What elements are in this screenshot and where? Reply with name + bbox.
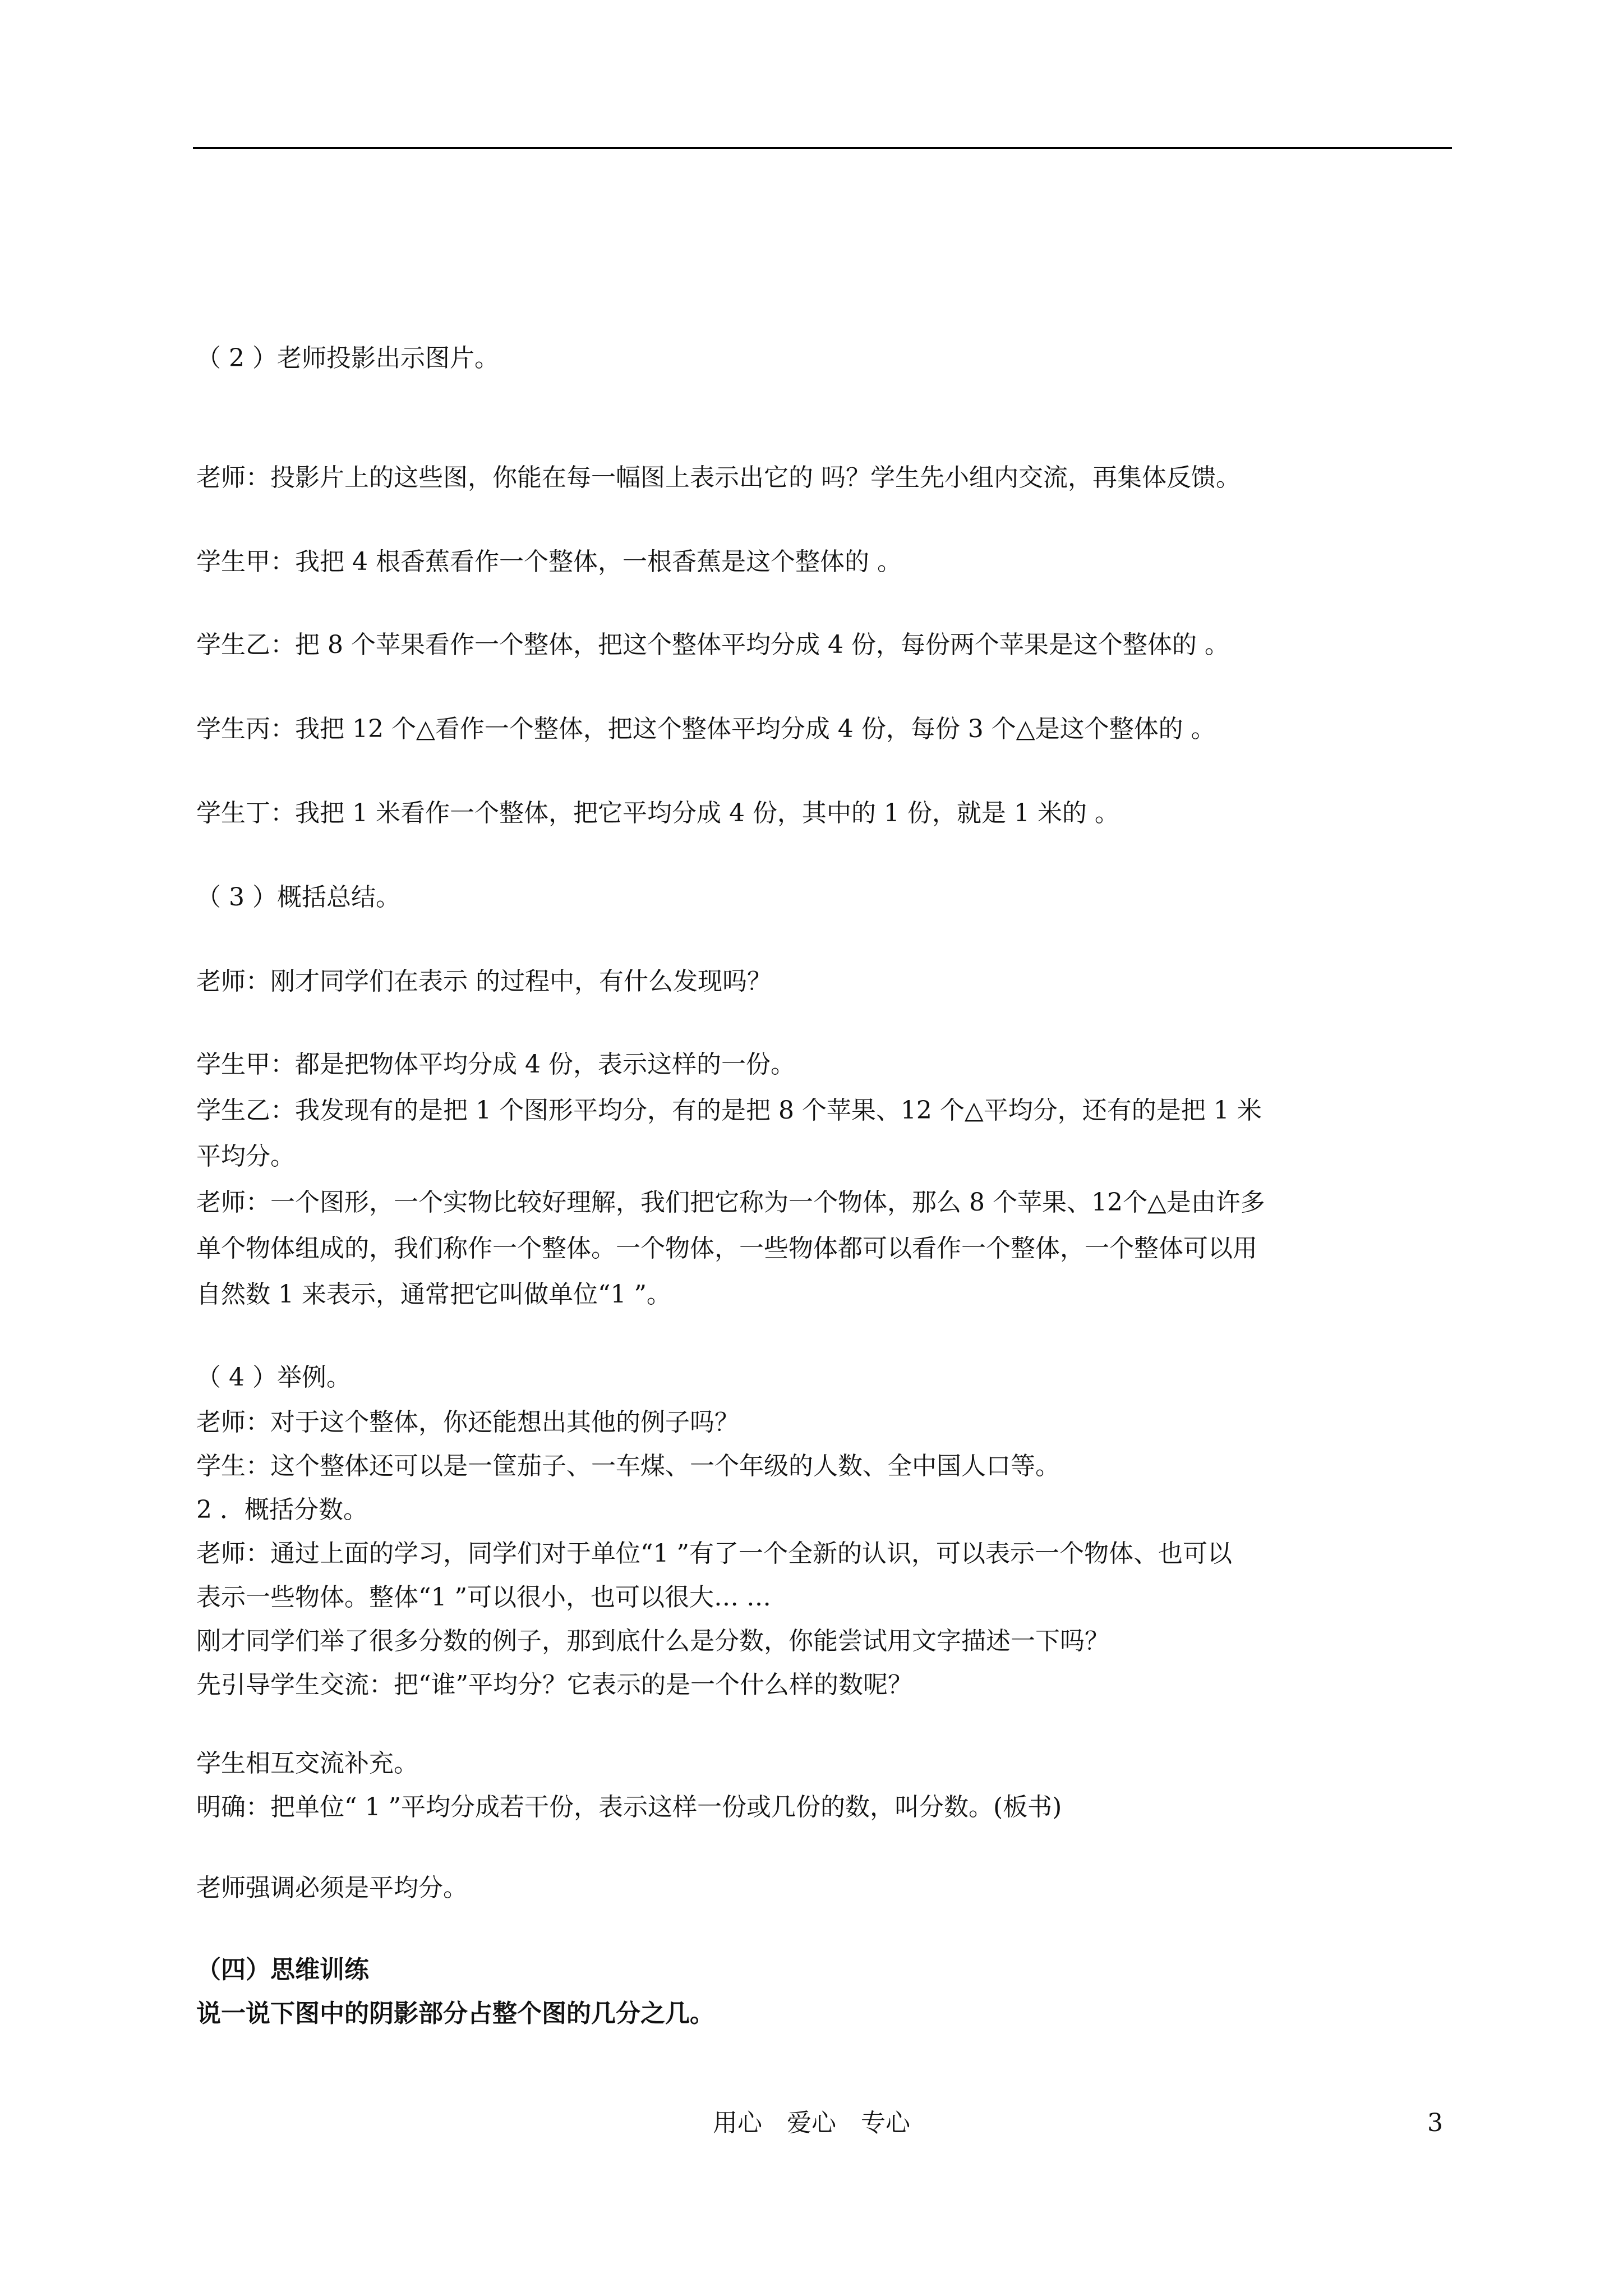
text-line-18: 2 ．概括分数。	[196, 1496, 368, 1524]
text-line-19: 老师：通过上面的学习，同学们对于单位“1 ”有了一个全新的认识，可以表示一个物体、也可以	[196, 1539, 1232, 1568]
text-line-24: 明确：把单位“ 1 ”平均分成若干份，表示这样一份或几份的数，叫分数。(板书)	[196, 1793, 1062, 1821]
text-line-10: 学生乙：我发现有的是把 1 个图形平均分，有的是把 8 个苹果、12 个△平均分，还有的是把 1 米	[196, 1096, 1262, 1125]
page-number: 3	[1427, 2109, 1443, 2137]
text-line-2: 老师：投影片上的这些图，你能在每一幅图上表示出它的 吗？学生先小组内交流，再集体反馈。	[196, 463, 1241, 492]
text-line-8: 老师：刚才同学们在表示 的过程中，有什么发现吗？	[196, 967, 772, 996]
text-line-4: 学生乙：把 8 个苹果看作一个整体，把这个整体平均分成 4 份，每份两个苹果是这个整体的 。	[196, 631, 1229, 659]
text-line-14: 自然数 1 来表示，通常把它叫做单位“1 ”。	[196, 1280, 671, 1309]
text-line-11: 平均分。	[196, 1142, 295, 1171]
exercise-prompt: 说一说下图中的阴影部分占整个图的几分之几。	[196, 1999, 714, 2028]
text-line-5: 学生丙：我把 12 个△看作一个整体，把这个整体平均分成 4 份，每份 3 个△是这个整体的 。	[196, 715, 1216, 743]
text-line-3: 学生甲：我把 4 根香蕉看作一个整体，一根香蕉是这个整体的 。	[196, 547, 902, 576]
footer-motto: 用心 爱心 专心	[713, 2109, 910, 2137]
text-line-7: （ 3 ）概括总结。	[196, 883, 400, 912]
text-line-22: 先引导学生交流：把“谁”平均分？它表示的是一个什么样的数呢？	[196, 1671, 912, 1699]
text-line-15: （ 4 ）举例。	[196, 1363, 351, 1392]
text-line-20: 表示一些物体。整体“1 ”可以很小，也可以很大… …	[196, 1583, 771, 1612]
header-rule	[193, 147, 1452, 149]
text-line-13: 单个物体组成的，我们称作一个整体。一个物体，一些物体都可以看作一个整体，一个整体可以用	[196, 1234, 1257, 1263]
text-line-23: 学生相互交流补充。	[196, 1749, 418, 1778]
text-line-6: 学生丁：我把 1 米看作一个整体，把它平均分成 4 份，其中的 1 份，就是 1 米的 。	[196, 799, 1119, 827]
text-line-21: 刚才同学们举了很多分数的例子，那到底什么是分数，你能尝试用文字描述一下吗？	[196, 1627, 1109, 1655]
text-line-16: 老师：对于这个整体，你还能想出其他的例子吗？	[196, 1408, 739, 1437]
text-line-12: 老师：一个图形，一个实物比较好理解，我们把它称为一个物体，那么 8 个苹果、12个△是由许多	[196, 1188, 1265, 1217]
text-line-25: 老师强调必须是平均分。	[196, 1874, 468, 1902]
text-line-17: 学生：这个整体还可以是一筐茄子、一车煤、一个年级的人数、全中国人口等。	[196, 1452, 1060, 1480]
text-line-9: 学生甲：都是把物体平均分成 4 份，表示这样的一份。	[196, 1050, 795, 1079]
text-line-1: （ 2 ）老师投影出示图片。	[196, 344, 499, 372]
section-heading-thinking-training: （四）思维训练	[196, 1955, 369, 1984]
